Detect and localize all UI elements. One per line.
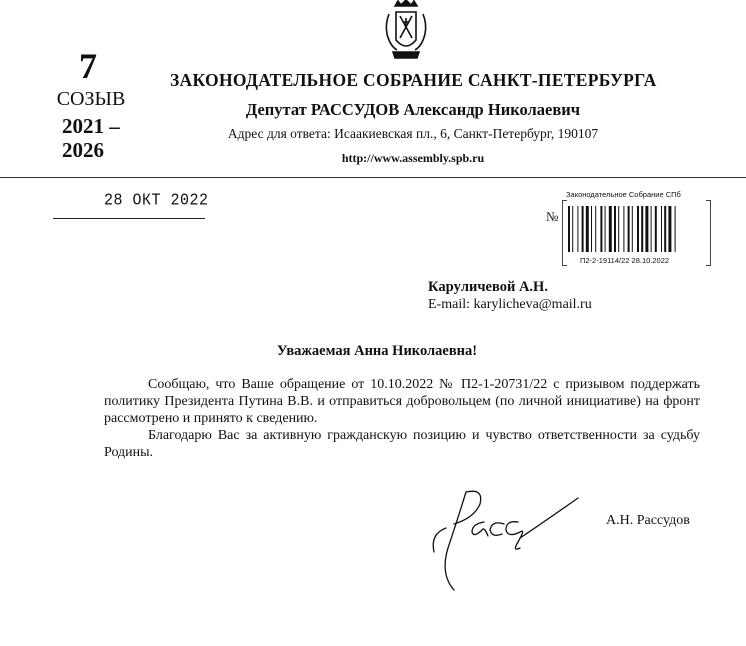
barcode-bar — [600, 206, 602, 252]
header-divider — [0, 177, 746, 178]
barcode-bar — [664, 206, 666, 252]
recipient-name: Карyличевой А.Н. — [428, 279, 548, 295]
barcode-bar — [637, 206, 639, 252]
barcode-bar — [655, 206, 657, 252]
barcode-bar — [645, 206, 648, 252]
registration-number-sign: № — [546, 209, 559, 224]
barcode-bar — [628, 206, 630, 252]
date-underline — [53, 218, 205, 219]
barcode-bar — [661, 206, 662, 252]
handwritten-signature — [408, 478, 588, 598]
barcode-bar — [623, 206, 624, 252]
registration-code: П2-2-19114/22 28.10.2022 — [580, 256, 670, 265]
convocation-number: 7 — [79, 46, 97, 86]
barcode-bar — [591, 206, 592, 252]
barcode-bar — [675, 206, 676, 252]
letter-paragraph: Сообщаю, что Ваше обращение от 10.10.2022 № П2-1-20731/22 с призывом поддержать политику Президента Путина В.В. и отправиться добровольцем (по личной инициативе) на фронт рассмотрено и принято к сведению. — [104, 377, 700, 426]
letter-paragraph: Благодарю Вас за активную гражданскую позицию и чувство ответственности за судьбу Родины. — [104, 428, 700, 460]
reply-address: Адрес для ответа: Исаакиевская пл., 6, Санкт-Петербург, 190107 — [227, 126, 599, 141]
barcode-bar — [605, 206, 606, 252]
barcode-bar — [595, 206, 596, 252]
registration-organization: Законодательное Собрание СПб — [566, 190, 681, 199]
barcode-bar — [614, 206, 616, 252]
signer-name: А.Н. Рассудов — [606, 513, 690, 528]
barcode-bar — [568, 206, 570, 252]
barcode-bar — [632, 206, 633, 252]
recipient-email: E-mail: karylicheva@mail.ru — [428, 297, 592, 312]
convocation-start-year: 2021 – — [62, 114, 120, 138]
barcode-bar — [651, 206, 652, 252]
salutation: Уважаемая Анна Николаевна! — [276, 343, 478, 359]
letter-body — [104, 376, 700, 461]
assembly-name: ЗАКОНОДАТЕЛЬНОЕ СОБРАНИЕ САНКТ-ПЕТЕРБУРГА — [170, 70, 657, 90]
barcode-frame-right — [706, 200, 711, 266]
barcode-bar — [582, 206, 584, 252]
barcode-bar — [668, 206, 671, 252]
registration-barcode — [566, 202, 702, 254]
convocation-label: СОЗЫВ — [56, 88, 126, 110]
coat-of-arms-emblem — [381, 0, 431, 60]
barcode-bar — [577, 206, 578, 252]
website-link[interactable]: http://www.assembly.spb.ru — [341, 151, 485, 165]
deputy-name: Депутат РАССУДОВ Александр Николаевич — [245, 100, 581, 119]
barcode-bar — [609, 206, 612, 252]
barcode-bar — [618, 206, 619, 252]
barcode-bar — [572, 206, 573, 252]
date-stamp: 28 ОКТ 2022 — [104, 191, 209, 211]
barcode-bar — [586, 206, 589, 252]
convocation-end-year: 2026 — [62, 138, 104, 162]
barcode-bar — [641, 206, 643, 252]
